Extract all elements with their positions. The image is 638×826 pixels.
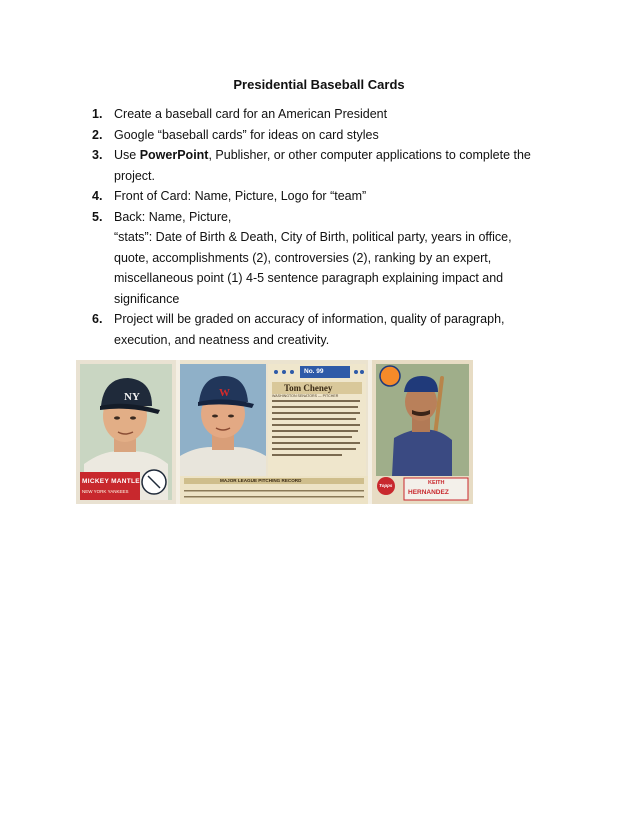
- item-text-prefix: Use: [114, 148, 140, 162]
- item-text: Project will be graded on accuracy of information, quality of paragraph,: [114, 312, 505, 326]
- list-item: [92, 125, 562, 146]
- list-item: [92, 104, 562, 125]
- item-number: 1.: [92, 107, 103, 121]
- mantle-name: MICKEY MANTLE: [82, 478, 140, 485]
- baseball-card-examples: [76, 360, 473, 504]
- keith-hernandez-card: [372, 360, 473, 504]
- item-text: Create a baseball card for an American President: [114, 107, 388, 121]
- item-text-line: “stats”: Date of Birth & Death, City of Birth, political party, years in office,: [114, 230, 512, 244]
- topps-logo: Topps: [379, 483, 393, 488]
- mickey-mantle-card: [76, 360, 176, 504]
- item-number: 3.: [92, 148, 103, 162]
- item-text-line: miscellaneous point (1) 4-5 sentence paragraph explaining impact and: [114, 271, 504, 285]
- tom-cheney-card: [180, 360, 368, 504]
- item-text-line2: project.: [114, 168, 155, 183]
- cheney-name: Tom Cheney: [284, 383, 333, 393]
- cheney-card-number: No. 99: [304, 368, 324, 375]
- item-text: Google “baseball cards” for ideas on card styles: [114, 127, 379, 142]
- cheney-team: WASHINGTON SENATORS — PITCHER: [272, 394, 339, 398]
- svg-text:NY: NY: [124, 391, 140, 403]
- item-text-suffix: , Publisher, or other computer applications to complete the: [208, 148, 531, 162]
- item-number: 6.: [92, 312, 103, 326]
- item-text-line2: execution, and neatness and creativity.: [114, 332, 330, 347]
- hernandez-last-name: HERNANDEZ: [408, 489, 449, 496]
- item-number: 5.: [92, 209, 103, 224]
- powerpoint-emphasis: PowerPoint: [139, 148, 209, 162]
- list-item: [92, 186, 562, 207]
- item-text: Back: Name, Picture,: [114, 209, 232, 224]
- item-text-line: quote, accomplishments (2), controversies (2), ranking by an expert,: [114, 250, 492, 265]
- hernandez-first-name: KEITH: [428, 480, 445, 486]
- page-title: Presidential Baseball Cards: [233, 77, 405, 92]
- list-item: [92, 207, 562, 310]
- cheney-record-header: MAJOR LEAGUE PITCHING RECORD: [220, 478, 302, 483]
- item-number: 4.: [92, 189, 103, 203]
- mantle-team: NEW YORK YANKEES: [82, 489, 129, 494]
- svg-text:W: W: [219, 387, 230, 399]
- item-number: 2.: [92, 127, 103, 142]
- instruction-list: [92, 104, 562, 350]
- list-item: [92, 309, 562, 350]
- list-item: [92, 145, 562, 186]
- item-text: Front of Card: Name, Picture, Logo for “team”: [114, 189, 367, 203]
- item-text-line: significance: [114, 291, 180, 306]
